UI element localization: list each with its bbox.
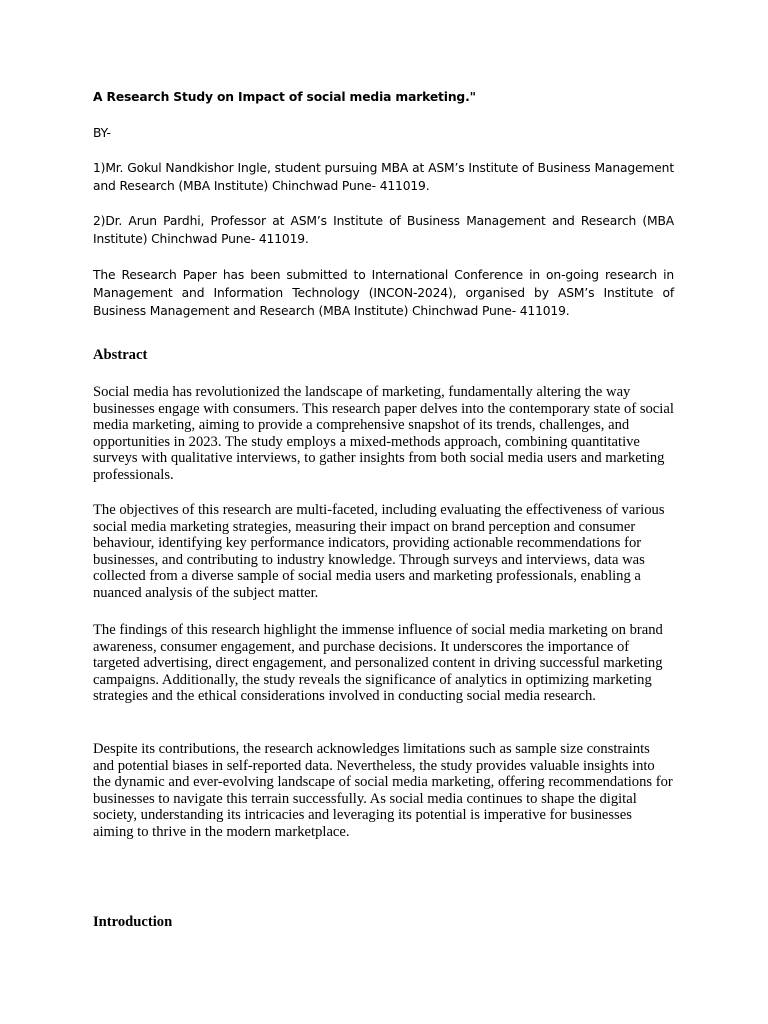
abstract-paragraph-2: The objectives of this research are multi-faceted, including evaluating the effectiveness of various social media marketing strategies, measuring their impact on brand perception and consumer behaviour, identifying key performance indicators, providing actionable recommendations for businesses, and contributing to industry knowledge. Through surveys and interviews, data was collected from a diverse sample of social media users and marketing professionals, enabling a nuanced analysis of the subject matter. [93,502,665,601]
abstract-paragraph-4: Despite its contributions, the research acknowledges limitations such as sample size constraints and potential biases in self-reported data. Nevertheless, the study provides valuable insights into the dynamic and ever-evolving landscape of social media marketing, offering recommendations for businesses to navigate this terrain successfully. As social media continues to shape the digital society, understanding its intricacies and leveraging its potential is imperative for businesses aiming to thrive in the modern marketplace. [93,741,673,840]
abstract-paragraph-1: Social media has revolutionized the landscape of marketing, fundamentally altering the way businesses engage with consumers. This research paper delves into the contemporary state of social media marketing, aiming to provide a comprehensive snapshot of its trends, challenges, and opportunities in 2023. The study employs a mixed-methods approach, combining quantitative surveys with qualitative interviews, to gather insights from both social media users and marketing professionals. [93,384,674,483]
abstract-heading: Abstract [93,347,148,363]
paper-title: A Research Study on Impact of social media marketing." [93,90,476,104]
abstract-paragraph-3: The findings of this research highlight the immense influence of social media marketing on brand awareness, consumer engagement, and purchase decisions. It underscores the importance of targeted advertising, direct engagement, and personalized content in driving successful marketing campaigns. Additionally, the study reveals the significance of analytics in optimizing marketing strategies and the ethical considerations involved in conducting social media research. [93,622,663,705]
submission-note: The Research Paper has been submitted to International Conference in on-going research in Management and Information Technology (INCON-2024), organised by ASM’s Institute of Business Management and Research (MBA Institute) Chinchwad Pune- 411019. [93,268,674,318]
by-label: BY- [93,126,111,140]
author-2: 2)Dr. Arun Pardhi, Professor at ASM’s Institute of Business Management and Research (MBA Institute) Chinchwad Pune- 411019. [93,214,674,246]
introduction-heading: Introduction [93,914,173,930]
author-1: 1)Mr. Gokul Nandkishor Ingle, student pursuing MBA at ASM’s Institute of Business Management and Research (MBA Institute) Chinchwad Pune- 411019. [93,161,674,193]
